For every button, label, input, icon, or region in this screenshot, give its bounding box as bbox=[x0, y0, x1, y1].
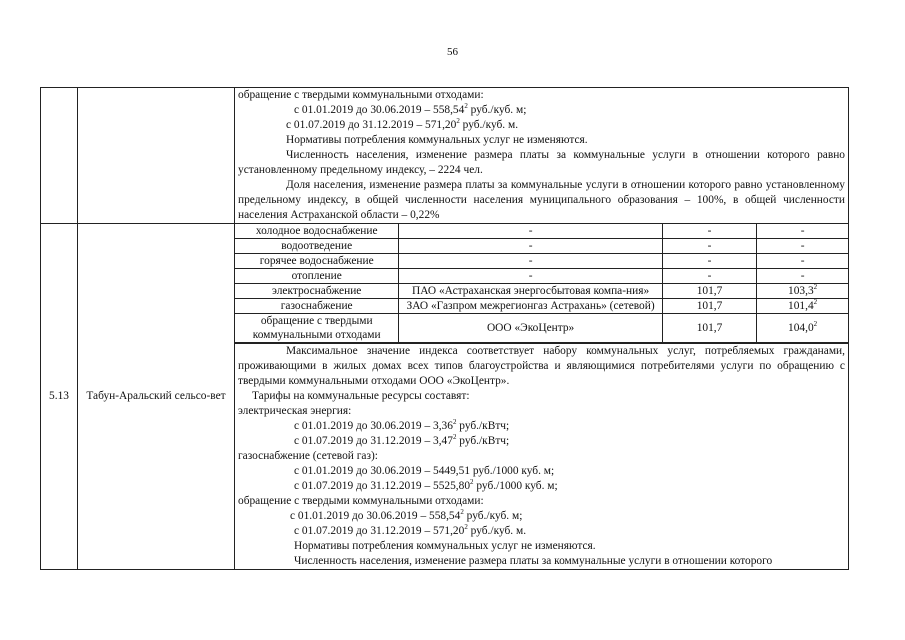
service-row bbox=[235, 314, 848, 343]
electric-tariff-2: с 01.07.2019 до 31.12.2019 – 3,47$^2$ руб./кВтч; bbox=[294, 433, 510, 447]
waste-heading: обращение с твердыми коммунальными отходами: bbox=[238, 495, 484, 507]
index-value-2: - bbox=[757, 269, 848, 284]
tariffs-heading: Тарифы на коммунальные ресурсы составят: bbox=[252, 390, 470, 402]
index-value-2: - bbox=[757, 224, 848, 239]
index-value-2: - bbox=[757, 254, 848, 269]
table-row-5-13-services bbox=[41, 224, 849, 344]
index-value-1: 101,7 bbox=[662, 299, 756, 314]
service-row bbox=[235, 269, 848, 284]
service-row bbox=[235, 239, 848, 254]
cell-5-13-text bbox=[235, 344, 849, 570]
index-value-1: - bbox=[662, 224, 756, 239]
service-name: горячее водоснабжение bbox=[235, 254, 399, 269]
index-value-1: - bbox=[662, 269, 756, 284]
index-value-2: 103,3$^2$ bbox=[757, 284, 848, 299]
service-row bbox=[235, 299, 848, 314]
page-number: 56 bbox=[447, 46, 458, 58]
index-value-2: 104,0$^2$ bbox=[757, 314, 848, 343]
population-text-top: Численность населения, изменение размера платы за коммунальные услуги в отношении которого равно установленному предельному индексу, – 2224 чел. bbox=[238, 149, 845, 176]
waste-heading-top: обращение с твердыми коммунальными отходами: bbox=[238, 89, 484, 101]
row-number: 5.13 bbox=[41, 224, 78, 570]
electric-tariff-1: с 01.01.2019 до 30.06.2019 – 3,36$^2$ руб./кВтч; bbox=[294, 418, 510, 432]
gas-tariff-2: с 01.07.2019 до 31.12.2019 – 5525,80$^2$ руб./1000 куб. м; bbox=[294, 478, 558, 492]
cell-number-empty bbox=[41, 88, 78, 224]
waste-tariff-1: с 01.01.2019 до 30.06.2019 – 558,54$^2$ руб./куб. м; bbox=[290, 508, 523, 522]
service-row bbox=[235, 284, 848, 299]
services-table bbox=[235, 224, 848, 343]
service-name: газоснабжение bbox=[235, 299, 399, 314]
services-cell bbox=[235, 224, 849, 344]
max-index-paragraph: Максимальное значение индекса соответствует набору коммунальных услуг, потребляемых гражданами, проживающими в жилых домах всех типов благоустройства и являющимися потребителями услуги по обращению с твердыми коммунальными отходами ООО «ЭкоЦентр». bbox=[238, 345, 845, 387]
index-value-2: 101,4$^2$ bbox=[757, 299, 848, 314]
waste-tariff-2: с 01.07.2019 до 31.12.2019 – 571,20$^2$ руб./куб. м. bbox=[294, 523, 527, 537]
cell-name-empty bbox=[78, 88, 235, 224]
service-name: водоотведение bbox=[235, 239, 399, 254]
table-row-continuation bbox=[41, 88, 849, 224]
service-provider: - bbox=[399, 224, 662, 239]
electric-heading: электрическая энергия: bbox=[238, 405, 352, 417]
waste-tariff-2-top: с 01.07.2019 до 31.12.2019 – 571,20$^2$ руб./куб. м. bbox=[286, 117, 519, 131]
population-text-cut: Численность населения, изменение размера платы за коммунальные услуги в отношении которого bbox=[294, 555, 773, 567]
service-name: отопление bbox=[235, 269, 399, 284]
index-value-1: 101,7 bbox=[662, 284, 756, 299]
waste-tariff-1-top: с 01.01.2019 до 30.06.2019 – 558,54$^2$ руб./куб. м; bbox=[294, 102, 527, 116]
service-provider: ПАО «Астраханская энергосбытовая компа-ния» bbox=[399, 284, 662, 299]
service-provider: - bbox=[399, 239, 662, 254]
service-name: обращение с твердыми коммунальными отходами bbox=[235, 314, 399, 343]
municipality-name: Табун-Аральский сельсо-вет bbox=[78, 224, 235, 570]
cell-continuation-text bbox=[235, 88, 849, 224]
service-provider: ООО «ЭкоЦентр» bbox=[399, 314, 662, 343]
index-value-1: - bbox=[662, 254, 756, 269]
service-name: электроснабжение bbox=[235, 284, 399, 299]
service-row bbox=[235, 224, 848, 239]
norms-text-top: Нормативы потребления коммунальных услуг не изменяются. bbox=[286, 134, 588, 146]
index-value-1: - bbox=[662, 239, 756, 254]
service-provider: - bbox=[399, 254, 662, 269]
index-value-1: 101,7 bbox=[662, 314, 756, 343]
population-share-text-top: Доля населения, изменение размера платы за коммунальные услуги в отношении которого равно установленному предельному индексу, в общей численности населения муниципального образования – 100%, в общей численности населения Астраханской области – 0,22% bbox=[238, 179, 845, 221]
service-provider: - bbox=[399, 269, 662, 284]
gas-tariff-1: с 01.01.2019 до 30.06.2019 – 5449,51 руб./1000 куб. м; bbox=[294, 465, 555, 477]
gas-heading: газоснабжение (сетевой газ): bbox=[238, 450, 378, 462]
norms-text: Нормативы потребления коммунальных услуг не изменяются. bbox=[294, 540, 596, 552]
index-value-2: - bbox=[757, 239, 848, 254]
service-provider: ЗАО «Газпром межрегионгаз Астрахань» (сетевой) bbox=[399, 299, 662, 314]
tariff-table bbox=[40, 87, 849, 570]
service-row bbox=[235, 254, 848, 269]
service-name: холодное водоснабжение bbox=[235, 224, 399, 239]
